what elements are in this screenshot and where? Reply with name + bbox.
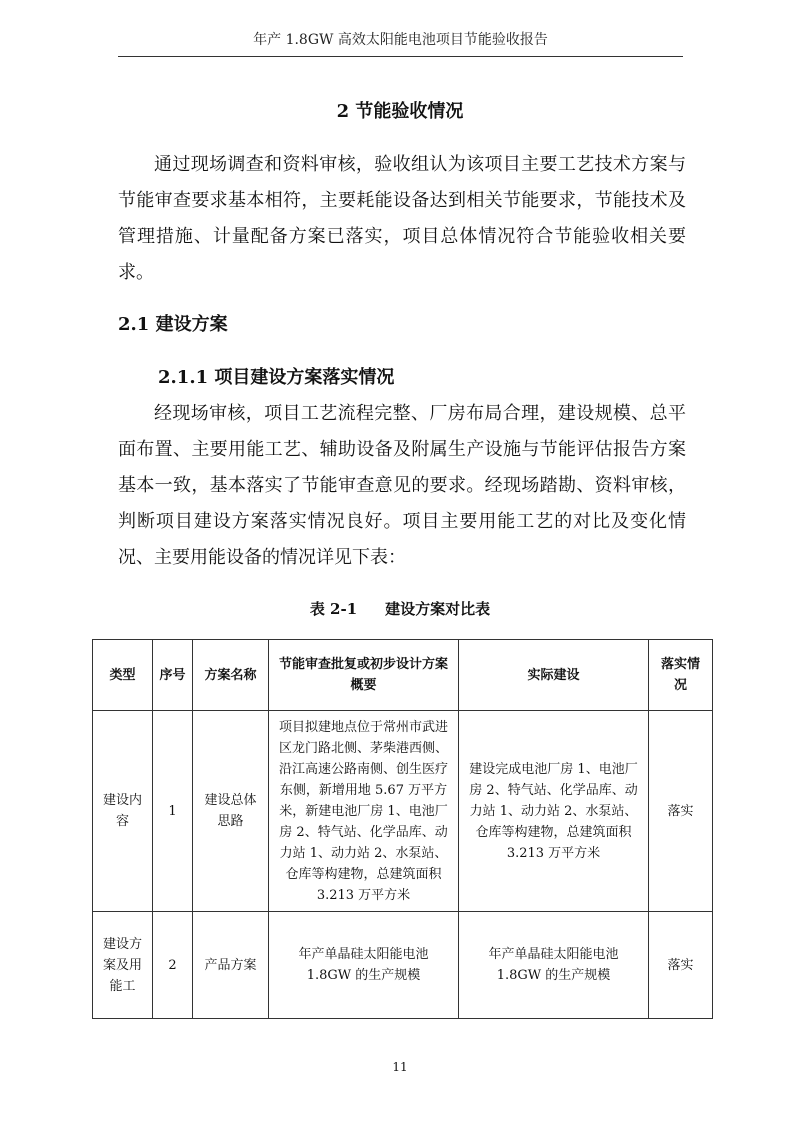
section-title: 2 节能验收情况 bbox=[336, 101, 464, 122]
table-row bbox=[93, 711, 713, 912]
table-caption-title: 建设方案对比表 bbox=[385, 600, 491, 618]
cell-plan: 年产单晶硅太阳能电池 1.8GW 的生产规模 bbox=[269, 912, 459, 1019]
column-header-plan: 节能审查批复或初步设计方案概要 bbox=[269, 640, 459, 711]
subsubsection-title: 2.1.1 项目建设方案落实情况 bbox=[158, 367, 395, 388]
page-number: 11 bbox=[392, 1060, 408, 1074]
cell-type: 建设方案及用能工 bbox=[93, 912, 153, 1019]
cell-no: 2 bbox=[153, 912, 193, 1019]
table-row bbox=[93, 912, 713, 1019]
column-header-no: 序号 bbox=[153, 640, 193, 711]
cell-actual: 年产单晶硅太阳能电池 1.8GW 的生产规模 bbox=[459, 912, 649, 1019]
subsubsection-body-paragraph: 经现场审核，项目工艺流程完整、厂房布局合理，建设规模、总平面布置、主要用能工艺、辅助设备及附属生产设施与节能评估报告方案基本一致，基本落实了节能审查意见的要求。经现场踏勘、资料审核，判断项目建设方案落实情况良好。项目主要用能工艺的对比及变化情况、主要用能设备的情况详见下表： bbox=[118, 403, 686, 568]
section-intro-paragraph: 通过现场调查和资料审核，验收组认为该项目主要工艺技术方案与节能审查要求基本相符，主要耗能设备达到相关节能要求，节能技术及管理措施、计量配备方案已落实，项目总体情况符合节能验收相关要求。 bbox=[118, 154, 686, 283]
table-caption-number: 表 2-1 bbox=[309, 600, 358, 618]
cell-name: 建设总体思路 bbox=[193, 711, 269, 912]
cell-status: 落实 bbox=[649, 912, 713, 1019]
cell-actual: 建设完成电池厂房 1、电池厂房 2、特气站、化学品库、动力站 1、动力站 2、水泵站、仓库等构建物，总建筑面积 3.213 万平方米 bbox=[459, 711, 649, 912]
column-header-type: 类型 bbox=[93, 640, 153, 711]
column-header-status: 落实情况 bbox=[649, 640, 713, 711]
column-header-actual: 实际建设 bbox=[459, 640, 649, 711]
running-header: 年产 1.8GW 高效太阳能电池项目节能验收报告 bbox=[253, 32, 548, 48]
header-divider bbox=[118, 56, 683, 57]
subsection-title: 2.1 建设方案 bbox=[118, 314, 228, 335]
cell-name: 产品方案 bbox=[193, 912, 269, 1019]
cell-status: 落实 bbox=[649, 711, 713, 912]
table-header-row bbox=[93, 640, 713, 711]
cell-no: 1 bbox=[153, 711, 193, 912]
comparison-table bbox=[92, 639, 713, 1019]
table-caption bbox=[0, 598, 800, 620]
column-header-name: 方案名称 bbox=[193, 640, 269, 711]
cell-plan: 项目拟建地点位于常州市武进区龙门路北侧、茅柴港西侧、沿江高速公路南侧、创生医疗东侧，新增用地 5.67 万平方米，新建电池厂房 1、电池厂房 2、特气站、化学品库、动力站 1、动力站 2、水泵站、仓库等构建物，总建筑面积 3.213 万平方米 bbox=[269, 711, 459, 912]
cell-type: 建设内容 bbox=[93, 711, 153, 912]
